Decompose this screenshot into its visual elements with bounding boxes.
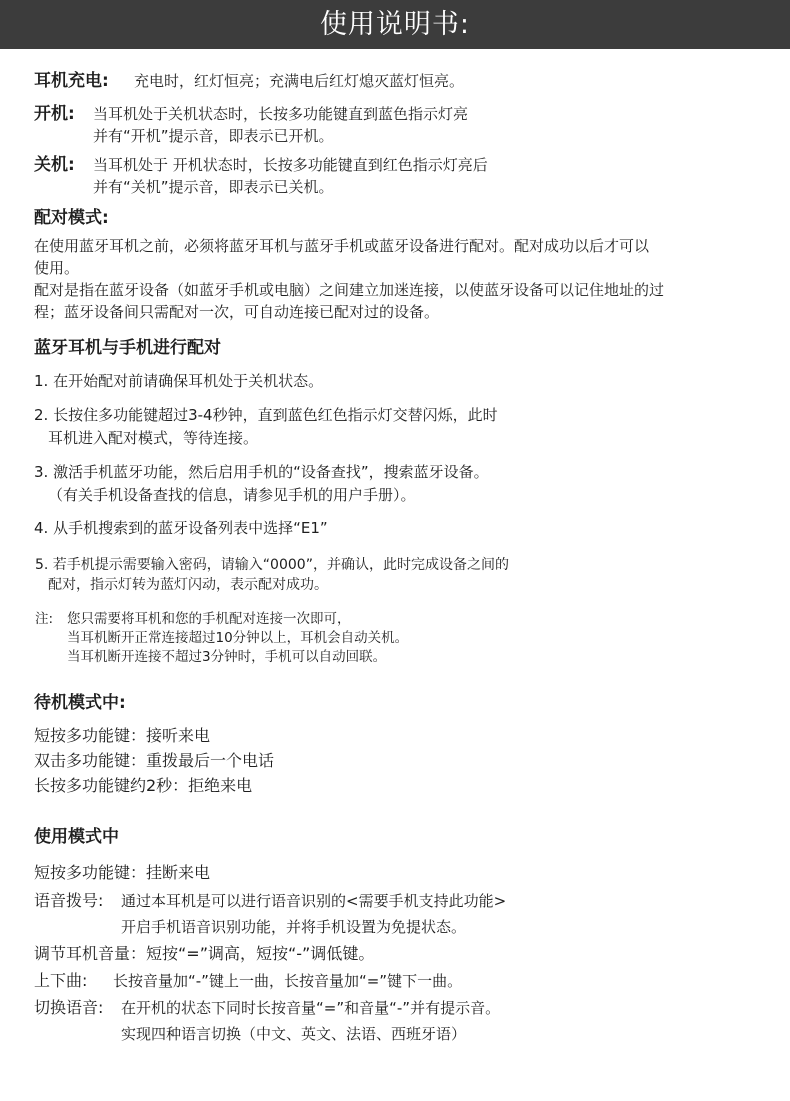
volume-line: 调节耳机音量：短按“=”调高，短按“-”调低键。 (34, 944, 375, 963)
power-on-label: 开机: (34, 104, 75, 124)
note-label: 注: (35, 611, 54, 627)
track-label: 上下曲: (34, 971, 88, 990)
standby-heading: 待机模式中: (34, 693, 126, 713)
pairing-mode-p1-line1: 在使用蓝牙耳机之前，必须将蓝牙耳机与蓝牙手机或蓝牙设备进行配对。配对成功以后才可以 (34, 237, 650, 255)
pair-step-2-line1: 2. 长按住多功能键超过3-4秒钟，直到蓝色红色指示灯交替闪烁，此时 (34, 406, 498, 424)
power-on-line1: 当耳机处于关机状态时，长按多功能键直到蓝色指示灯亮 (93, 105, 469, 123)
language-line1: 在开机的状态下同时长按音量“=”和音量“-”并有提示音。 (121, 999, 501, 1017)
charging-text: 充电时，红灯恒亮；充满电后红灯熄灭蓝灯恒亮。 (134, 72, 465, 90)
power-off-label: 关机: (34, 155, 75, 175)
charging-label: 耳机充电: (34, 71, 109, 91)
voice-dial-line2: 开启手机语音识别功能，并将手机设置为免提状态。 (121, 918, 467, 936)
standby-line2: 双击多功能键：重拨最后一个电话 (34, 751, 275, 770)
in-use-heading: 使用模式中 (34, 827, 119, 847)
in-use-line1: 短按多功能键：挂断来电 (34, 863, 211, 882)
power-on-line2: 并有“开机”提示音，即表示已开机。 (93, 127, 334, 145)
pair-step-5-line2: 配对，指示灯转为蓝灯闪动，表示配对成功。 (48, 577, 328, 593)
language-label: 切换语音: (34, 998, 104, 1017)
pairing-mode-p2-line2: 程；蓝牙设备间只需配对一次，可自动连接已配对过的设备。 (34, 303, 440, 321)
page-title: 使用说明书: (0, 0, 790, 49)
power-off-line2: 并有“关机”提示音，即表示已关机。 (93, 178, 334, 196)
note-line3: 当耳机断开连接不超过3分钟时，手机可以自动回联。 (67, 649, 387, 665)
pair-step-2-line2: 耳机进入配对模式，等待连接。 (48, 429, 259, 447)
standby-line1: 短按多功能键：接听来电 (34, 726, 211, 745)
pairing-mode-p2-line1: 配对是指在蓝牙设备（如蓝牙手机或电脑）之间建立加迷连接，以使蓝牙设备可以记住地址的过 (34, 281, 665, 299)
pair-step-3-line1: 3. 激活手机蓝牙功能，然后启用手机的“设备查找”，搜索蓝牙设备。 (34, 463, 489, 481)
note-line2: 当耳机断开正常连接超过10分钟以上，耳机会自动关机。 (67, 630, 409, 646)
track-text: 长按音量加“-”键上一曲，长按音量加“=”键下一曲。 (113, 972, 463, 990)
standby-line3: 长按多功能键约2秒：拒绝来电 (34, 776, 253, 795)
language-line2: 实现四种语言切换（中文、英文、法语、西班牙语） (121, 1025, 467, 1043)
pair-step-5-line1: 5. 若手机提示需要输入密码，请输入“0000”，并确认，此时完成设备之间的 (35, 557, 509, 573)
note-line1: 您只需要将耳机和您的手机配对连接一次即可， (67, 611, 351, 627)
voice-dial-label: 语音拨号: (34, 891, 104, 910)
voice-dial-line1: 通过本耳机是可以进行语音识别的<需要手机支持此功能> (121, 892, 507, 910)
pair-step-1: 1. 在开始配对前请确保耳机处于关机状态。 (34, 372, 324, 390)
pairing-mode-heading: 配对模式: (34, 208, 109, 228)
pairing-mode-p1-line2: 使用。 (34, 259, 80, 277)
pair-step-3-line2: （有关手机设备查找的信息，请参见手机的用户手册）。 (48, 486, 416, 504)
power-off-line1: 当耳机处于 开机状态时，长按多功能键直到红色指示灯亮后 (93, 156, 488, 174)
pair-step-4: 4. 从手机搜索到的蓝牙设备列表中选择“E1” (34, 519, 328, 537)
pair-phone-heading: 蓝牙耳机与手机进行配对 (34, 338, 221, 358)
